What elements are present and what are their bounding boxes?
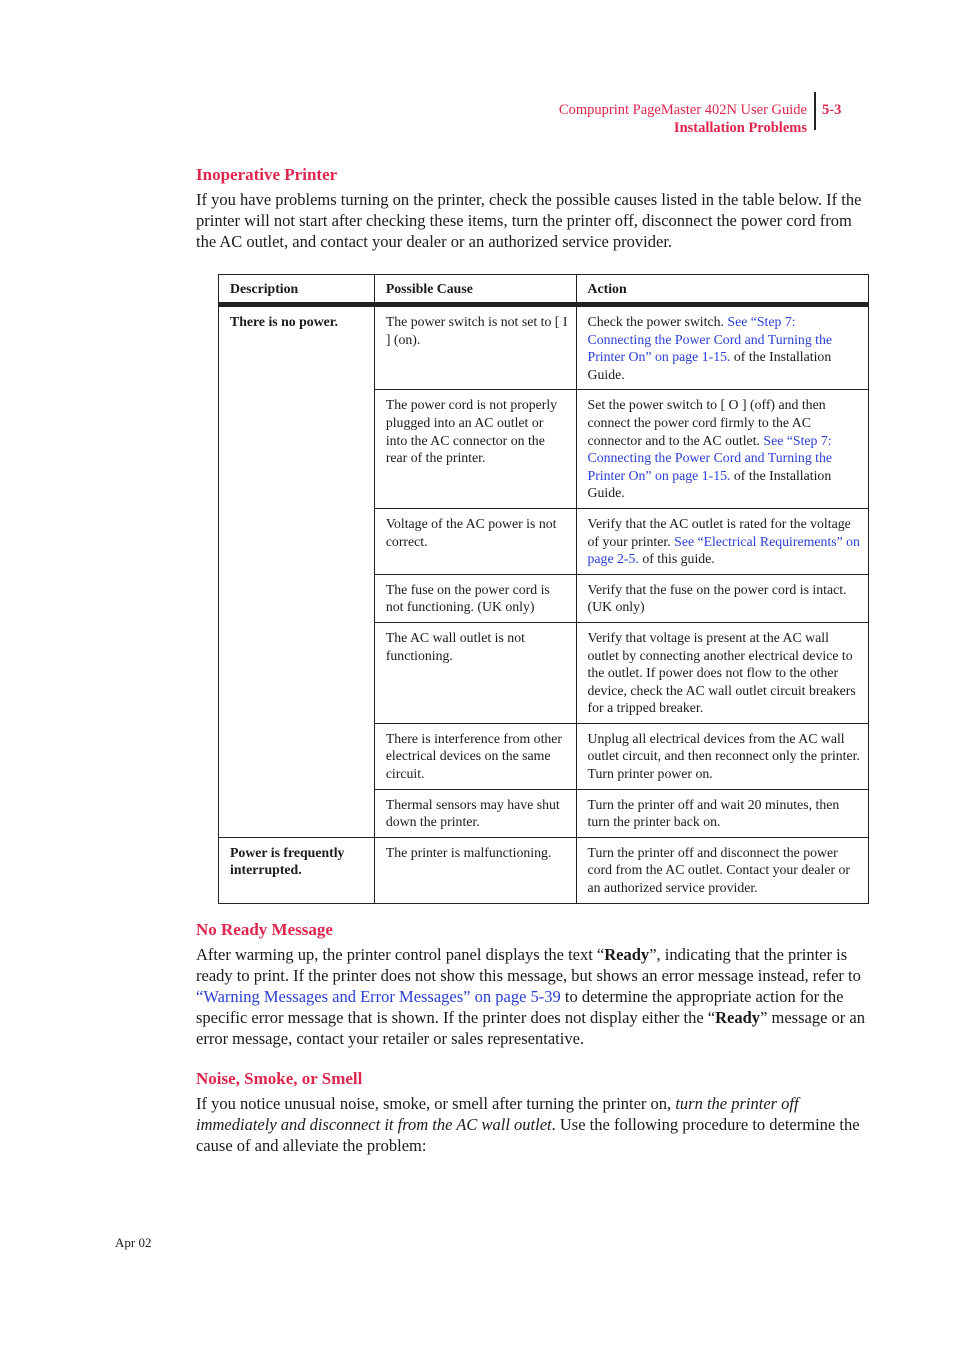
text-run: ” message or an error message, contact your retailer or sales representative. — [196, 1008, 865, 1048]
header-section-title: Installation Problems — [673, 120, 807, 136]
action-text: Unplug all electrical devices from the AC wall outlet circuit, and then reconnect only the printer. Turn printer power on. — [587, 730, 860, 782]
action-text: Check the power switch. — [587, 314, 724, 329]
action-cell — [576, 789, 868, 837]
possible-cause-cell: Voltage of the AC power is not correct. — [374, 508, 576, 574]
column-header-description: Description — [219, 275, 375, 305]
cross-reference-link[interactable]: See “Step 7: Connecting the Power Cord and Turning the Printer On” on page 1-15. — [587, 314, 833, 365]
section-inoperative-printer — [196, 165, 866, 252]
action-cell — [576, 390, 868, 509]
cross-reference-link[interactable]: “Warning Messages and Error Messages” on page 5-39 — [196, 987, 561, 1006]
action-text: Verify that the AC outlet is rated for the voltage of your printer. — [587, 515, 851, 549]
possible-cause-cell: Thermal sensors may have shut down the printer. — [374, 789, 576, 837]
section-noise-smoke-smell — [196, 1069, 866, 1156]
section-paragraph — [196, 944, 866, 1049]
text-run: . Use the following procedure to determine the cause of and alleviate the problem: — [196, 1115, 860, 1155]
column-header-possible-cause: Possible Cause — [374, 275, 576, 305]
section-paragraph — [196, 1093, 866, 1156]
text-run: After warming up, the printer control panel displays the text “ — [196, 945, 605, 964]
action-text: of the Installation Guide. — [587, 467, 832, 501]
ready-keyword: Ready — [604, 945, 650, 964]
text-run: ”, indicating that the printer is ready to print. If the printer does not show this message, but shows an error message instead, refer to — [196, 945, 861, 985]
possible-cause-cell: The power switch is not set to [ I ] (on). — [374, 305, 576, 390]
header-page-number: 5-3 — [822, 102, 842, 118]
section-heading: Inoperative Printer — [196, 165, 338, 184]
action-text: of this guide. — [642, 551, 715, 567]
action-text: Set the power switch to [ O ] (off) and then connect the power cord firmly to the AC connector and to the AC outlet. — [587, 397, 826, 448]
action-cell — [576, 574, 868, 622]
table-row — [219, 305, 869, 390]
column-header-action: Action — [576, 275, 868, 305]
possible-cause-cell: The printer is malfunctioning. — [374, 837, 576, 903]
action-cell — [576, 723, 868, 789]
cross-reference-link[interactable]: See “Electrical Requirements” on page 2-5. — [587, 533, 860, 567]
possible-cause-cell: There is interference from other electrical devices on the same circuit. — [374, 723, 576, 789]
table-header-row — [219, 275, 869, 305]
possible-cause-cell: The AC wall outlet is not functioning. — [374, 622, 576, 723]
action-text: Verify that voltage is present at the AC wall outlet by connecting another electrical device to the outlet. If power does not flow to the other device, check the AC wall outlet circuit breakers for a tripped breaker. — [587, 629, 856, 716]
action-cell — [576, 622, 868, 723]
ready-keyword: Ready — [715, 1008, 761, 1027]
description-cell: There is no power. — [219, 305, 375, 838]
description-cell: Power is frequently interrupted. — [219, 837, 375, 903]
text-run: to determine the appropriate action for the specific error message that is shown. If the printer does not display either the “ — [196, 987, 844, 1027]
section-heading: Noise, Smoke, or Smell — [196, 1069, 363, 1088]
possible-cause-cell: The power cord is not properly plugged into an AC outlet or into the AC connector on the rear of the printer. — [374, 390, 576, 509]
action-cell — [576, 837, 868, 903]
section-intro: If you have problems turning on the printer, check the possible causes listed in the table below. If the printer will not start after checking these items, turn the printer off, disconnect the power cord from the AC outlet, and contact your dealer or an authorized service provider. — [196, 190, 862, 251]
header-divider — [814, 92, 816, 130]
possible-cause-cell: The fuse on the power cord is not functioning. (UK only) — [374, 574, 576, 622]
header-guide-title: Compuprint PageMaster 402N User Guide — [558, 102, 807, 118]
footer-date: Apr 02 — [115, 1235, 152, 1250]
action-text: Verify that the fuse on the power cord is intact. (UK only) — [587, 581, 847, 615]
section-heading: No Ready Message — [196, 920, 333, 939]
action-cell — [576, 305, 868, 390]
cross-reference-link[interactable]: See “Step 7: Connecting the Power Cord and Turning the Printer On” on page 1-15. — [587, 432, 833, 483]
action-text: Turn the printer off and disconnect the power cord from the AC outlet. Contact your dealer or an authorized service provider. — [587, 844, 850, 896]
action-cell — [576, 508, 868, 574]
warning-emphasis: turn the printer off immediately and disconnect it from the AC wall outlet — [196, 1094, 799, 1134]
table-row — [219, 837, 869, 903]
action-text: of the Installation Guide. — [587, 349, 832, 382]
troubleshooting-table — [218, 274, 869, 904]
text-run: If you notice unusual noise, smoke, or smell after turning the printer on, — [196, 1094, 676, 1113]
action-text: Turn the printer off and wait 20 minutes, then turn the printer back on. — [587, 796, 840, 830]
section-no-ready-message — [196, 920, 866, 1049]
